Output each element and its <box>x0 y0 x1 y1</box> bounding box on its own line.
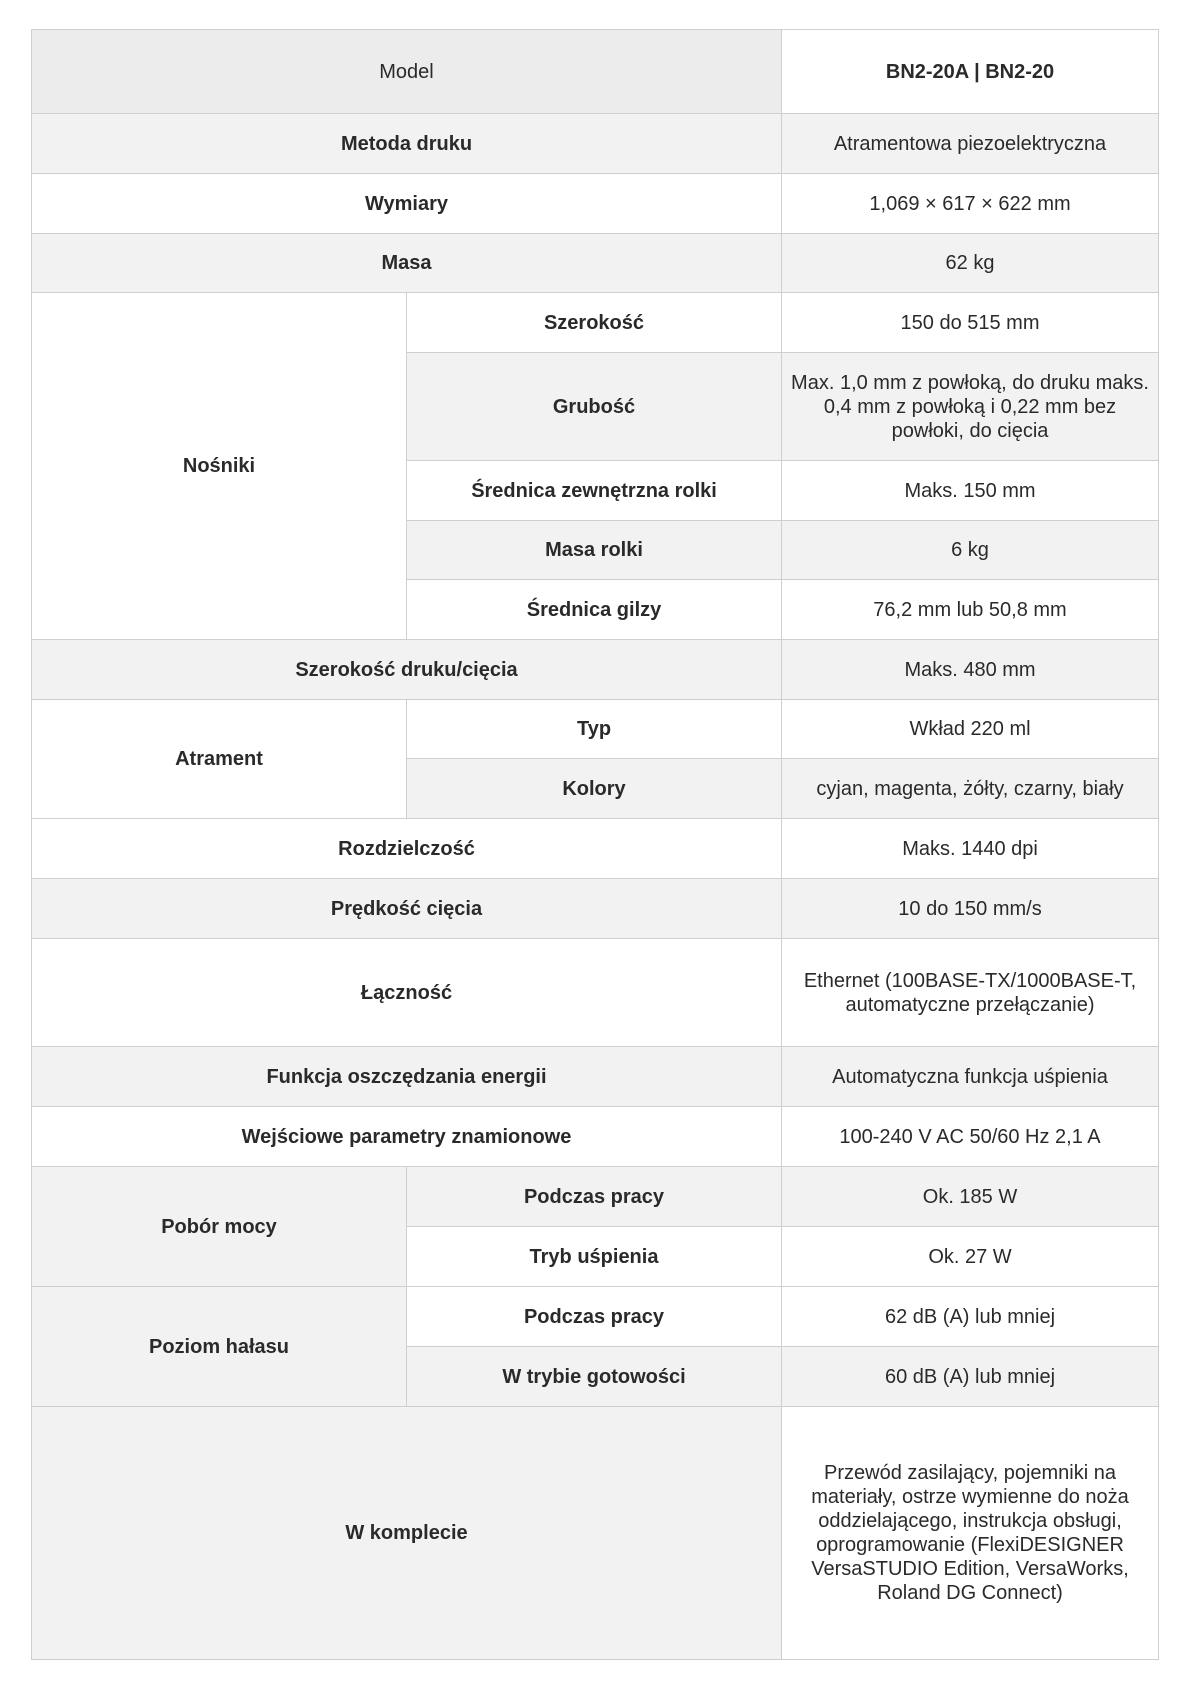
table-row-dimensions <box>32 174 1159 234</box>
power-saving-value: Automatyczna funkcja uśpienia <box>782 1047 1159 1107</box>
included-label: W komplecie <box>32 1407 782 1660</box>
media-thickness-label: Grubość <box>407 353 782 461</box>
roll-outer-diameter-value: Maks. 150 mm <box>782 461 1159 521</box>
roll-weight-label: Masa rolki <box>407 521 782 580</box>
ink-colors-value: cyjan, magenta, żółty, czarny, biały <box>782 759 1159 819</box>
media-group-label: Nośniki <box>32 293 407 640</box>
core-diameter-value: 76,2 mm lub 50,8 mm <box>782 580 1159 640</box>
table-row-print-cut-width <box>32 640 1159 700</box>
roll-outer-diameter-label: Średnica zewnętrzna rolki <box>407 461 782 521</box>
table-row-noise-operating <box>32 1287 1159 1347</box>
power-input-label: Wejściowe parametry znamionowe <box>32 1107 782 1167</box>
dimensions-label: Wymiary <box>32 174 782 234</box>
power-consumption-group-label: Pobór mocy <box>32 1167 407 1287</box>
dimensions-value: 1,069 × 617 × 622 mm <box>782 174 1159 234</box>
media-thickness-value: Max. 1,0 mm z powłoką, do druku maks. 0,4 mm z powłoką i 0,22 mm bez powłoki, do cięcia <box>782 353 1159 461</box>
table-row-print-method <box>32 114 1159 174</box>
model-label: Model <box>32 30 782 114</box>
cutting-speed-value: 10 do 150 mm/s <box>782 879 1159 939</box>
table-row-weight <box>32 234 1159 293</box>
power-input-value: 100-240 V AC 50/60 Hz 2,1 A <box>782 1107 1159 1167</box>
media-width-value: 150 do 515 mm <box>782 293 1159 353</box>
table-row-power-operating <box>32 1167 1159 1227</box>
table-row-ink-type <box>32 700 1159 759</box>
ink-colors-label: Kolory <box>407 759 782 819</box>
table-row-resolution <box>32 819 1159 879</box>
noise-operating-label: Podczas pracy <box>407 1287 782 1347</box>
print-cut-width-value: Maks. 480 mm <box>782 640 1159 700</box>
media-width-label: Szerokość <box>407 293 782 353</box>
resolution-label: Rozdzielczość <box>32 819 782 879</box>
model-value: BN2-20A | BN2-20 <box>782 30 1159 114</box>
power-saving-label: Funkcja oszczędzania energii <box>32 1047 782 1107</box>
table-row-cutting-speed <box>32 879 1159 939</box>
power-operating-label: Podczas pracy <box>407 1167 782 1227</box>
print-method-value: Atramentowa piezoelektryczna <box>782 114 1159 174</box>
print-method-label: Metoda druku <box>32 114 782 174</box>
weight-value: 62 kg <box>782 234 1159 293</box>
power-operating-value: Ok. 185 W <box>782 1167 1159 1227</box>
included-value: Przewód zasilający, pojemniki na materiały, ostrze wymienne do noża oddzielającego, instrukcja obsługi, oprogramowanie (FlexiDESIGNER VersaSTUDIO Edition, VersaWorks, Roland DG Connect) <box>782 1407 1159 1660</box>
noise-level-group-label: Poziom hałasu <box>32 1287 407 1407</box>
table-row-included <box>32 1407 1159 1660</box>
ink-type-label: Typ <box>407 700 782 759</box>
connectivity-value: Ethernet (100BASE-TX/1000BASE-T, automatyczne przełączanie) <box>782 939 1159 1047</box>
weight-label: Masa <box>32 234 782 293</box>
print-cut-width-label: Szerokość druku/cięcia <box>32 640 782 700</box>
noise-operating-value: 62 dB (A) lub mniej <box>782 1287 1159 1347</box>
power-sleep-value: Ok. 27 W <box>782 1227 1159 1287</box>
noise-standby-value: 60 dB (A) lub mniej <box>782 1347 1159 1407</box>
noise-standby-label: W trybie gotowości <box>407 1347 782 1407</box>
table-row-power-input <box>32 1107 1159 1167</box>
ink-group-label: Atrament <box>32 700 407 819</box>
spec-table <box>31 29 1159 1660</box>
resolution-value: Maks. 1440 dpi <box>782 819 1159 879</box>
table-row-model <box>32 30 1159 114</box>
connectivity-label: Łączność <box>32 939 782 1047</box>
ink-type-value: Wkład 220 ml <box>782 700 1159 759</box>
cutting-speed-label: Prędkość cięcia <box>32 879 782 939</box>
table-row-power-saving <box>32 1047 1159 1107</box>
core-diameter-label: Średnica gilzy <box>407 580 782 640</box>
table-row-connectivity <box>32 939 1159 1047</box>
power-sleep-label: Tryb uśpienia <box>407 1227 782 1287</box>
roll-weight-value: 6 kg <box>782 521 1159 580</box>
table-row-media-width <box>32 293 1159 353</box>
